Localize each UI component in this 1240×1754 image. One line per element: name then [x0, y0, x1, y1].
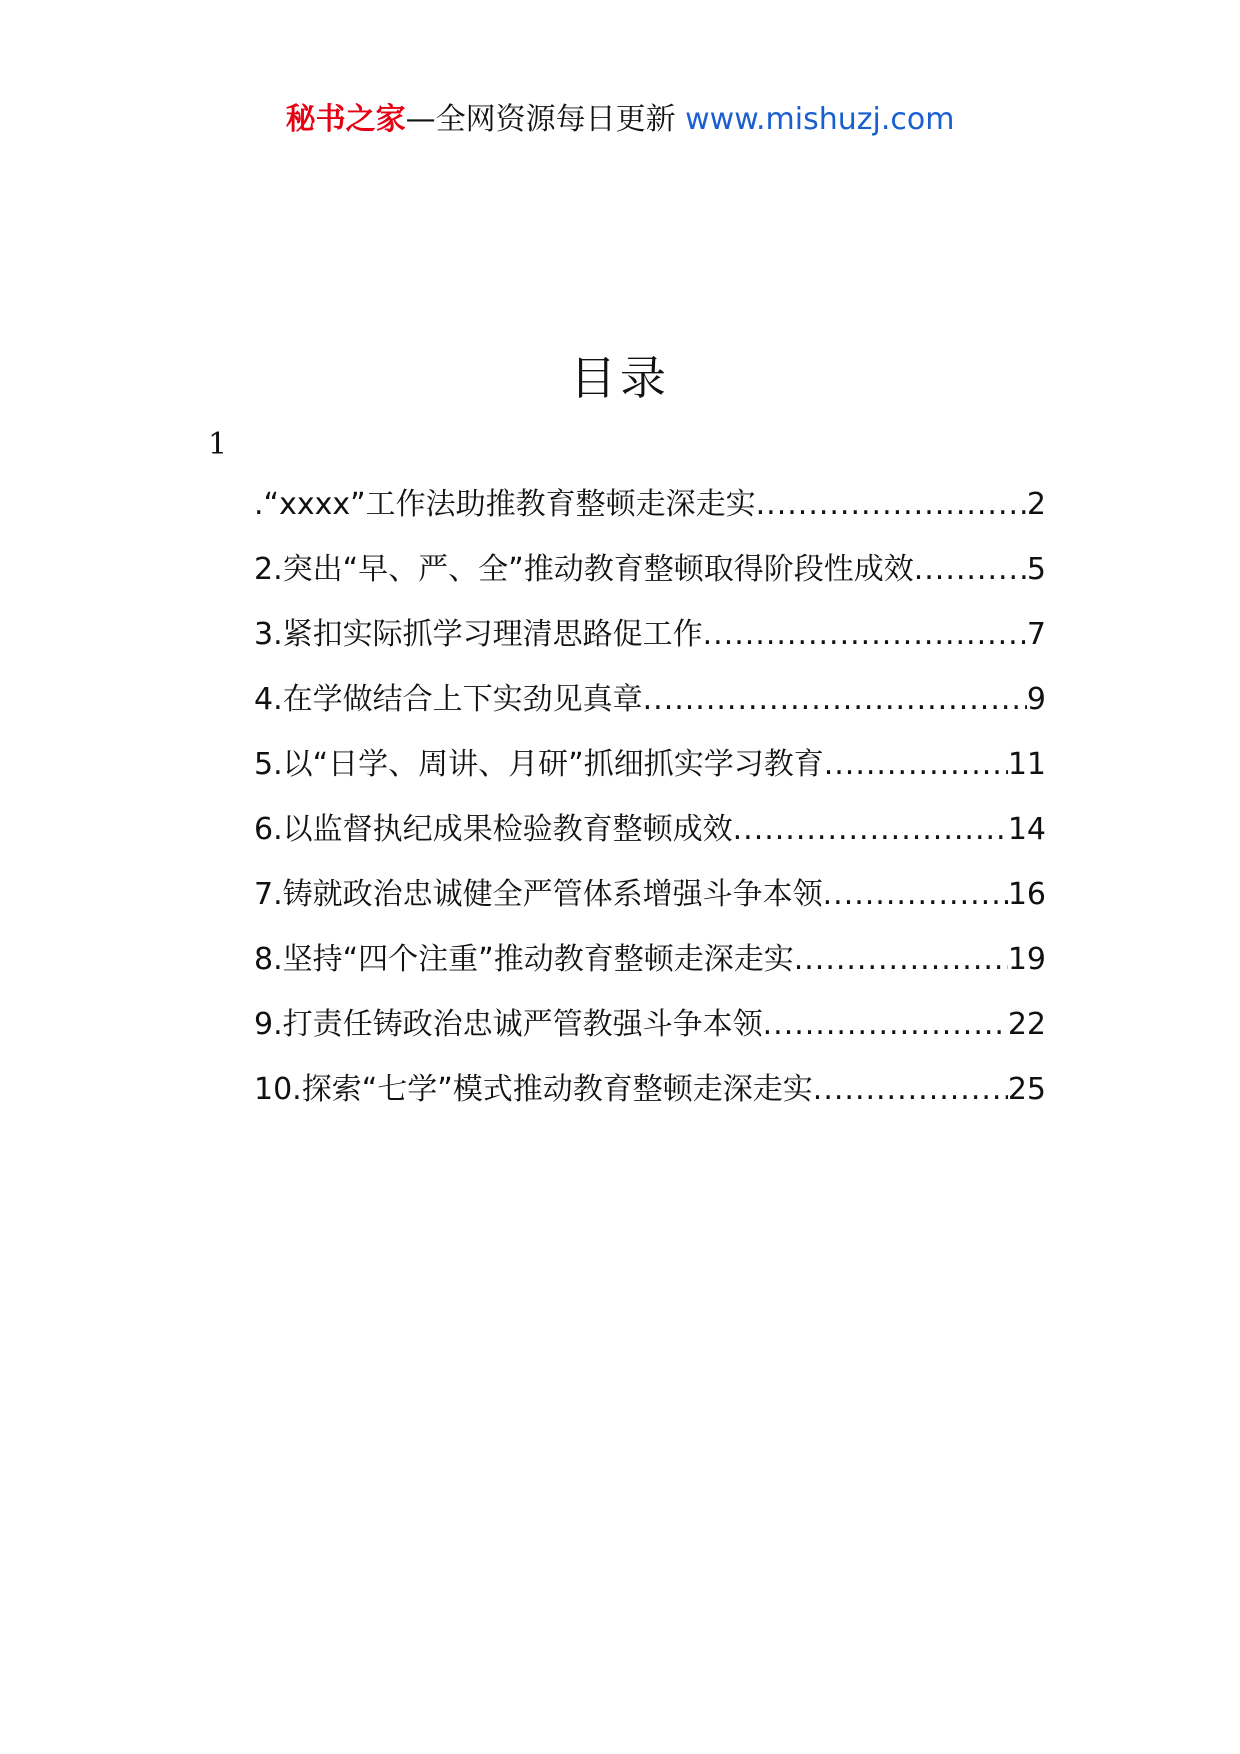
page-marker: 1 [208, 427, 228, 462]
toc-entry-6[interactable] [254, 810, 1046, 875]
toc-dot-leader [813, 1070, 1008, 1110]
toc-entry-5[interactable] [254, 745, 1046, 810]
brand-name: 秘书之家 [285, 102, 406, 137]
toc-entry-title: 4.在学做结合上下实劲见真章 [254, 682, 643, 717]
toc-entry-10[interactable] [254, 1070, 1046, 1135]
toc-entry-title: 5.以“日学、周讲、月研”抓细抓实学习教育 [254, 747, 824, 782]
toc-entry-page: 2 [1026, 487, 1046, 522]
toc-title: 目录 [570, 351, 670, 405]
table-of-contents [254, 485, 1046, 1135]
toc-entry-page: 9 [1026, 682, 1046, 717]
toc-entry-page: 5 [1026, 552, 1046, 587]
toc-dot-leader [794, 940, 1008, 980]
toc-entry-1[interactable] [254, 485, 1046, 550]
toc-entry-title: .“xxxx”工作法助推教育整顿走深走实 [254, 487, 756, 522]
toc-entry-9[interactable] [254, 1005, 1046, 1070]
toc-entry-7[interactable] [254, 875, 1046, 940]
toc-entry-title: 3.紧扣实际抓学习理清思路促工作 [254, 617, 703, 652]
toc-entry-4[interactable] [254, 680, 1046, 745]
toc-entry-page: 19 [1007, 942, 1046, 977]
toc-entry-8[interactable] [254, 940, 1046, 1005]
toc-dot-leader [756, 485, 1027, 525]
toc-dot-leader [703, 615, 1027, 655]
toc-entry-page: 14 [1007, 812, 1046, 847]
toc-entry-2[interactable] [254, 550, 1046, 615]
toc-entry-page: 11 [1007, 747, 1046, 782]
toc-entry-title: 7.铸就政治忠诚健全严管体系增强斗争本领 [254, 877, 823, 912]
toc-dot-leader [643, 680, 1027, 720]
toc-entry-page: 25 [1007, 1072, 1046, 1107]
site-header [0, 100, 1240, 140]
toc-entry-title: 8.坚持“四个注重”推动教育整顿走深走实 [254, 942, 794, 977]
toc-entry-title: 2.突出“早、严、全”推动教育整顿取得阶段性成效 [254, 552, 914, 587]
toc-entry-page: 22 [1007, 1007, 1046, 1042]
toc-entry-page: 16 [1007, 877, 1046, 912]
toc-entry-title: 6.以监督执纪成果检验教育整顿成效 [254, 812, 733, 847]
toc-entry-3[interactable] [254, 615, 1046, 680]
header-slogan: —全网资源每日更新 [405, 102, 676, 137]
toc-entry-page: 7 [1026, 617, 1046, 652]
toc-dot-leader [914, 550, 1027, 590]
site-url-link[interactable]: www.mishuzj.com [685, 102, 955, 137]
toc-dot-leader [733, 810, 1008, 850]
toc-entry-title: 9.打责任铸政治忠诚严管教强斗争本领 [254, 1007, 763, 1042]
toc-dot-leader [823, 875, 1008, 915]
toc-dot-leader [824, 745, 1008, 785]
toc-dot-leader [763, 1005, 1008, 1045]
toc-entry-title: 10.探索“七学”模式推动教育整顿走深走实 [254, 1072, 813, 1107]
